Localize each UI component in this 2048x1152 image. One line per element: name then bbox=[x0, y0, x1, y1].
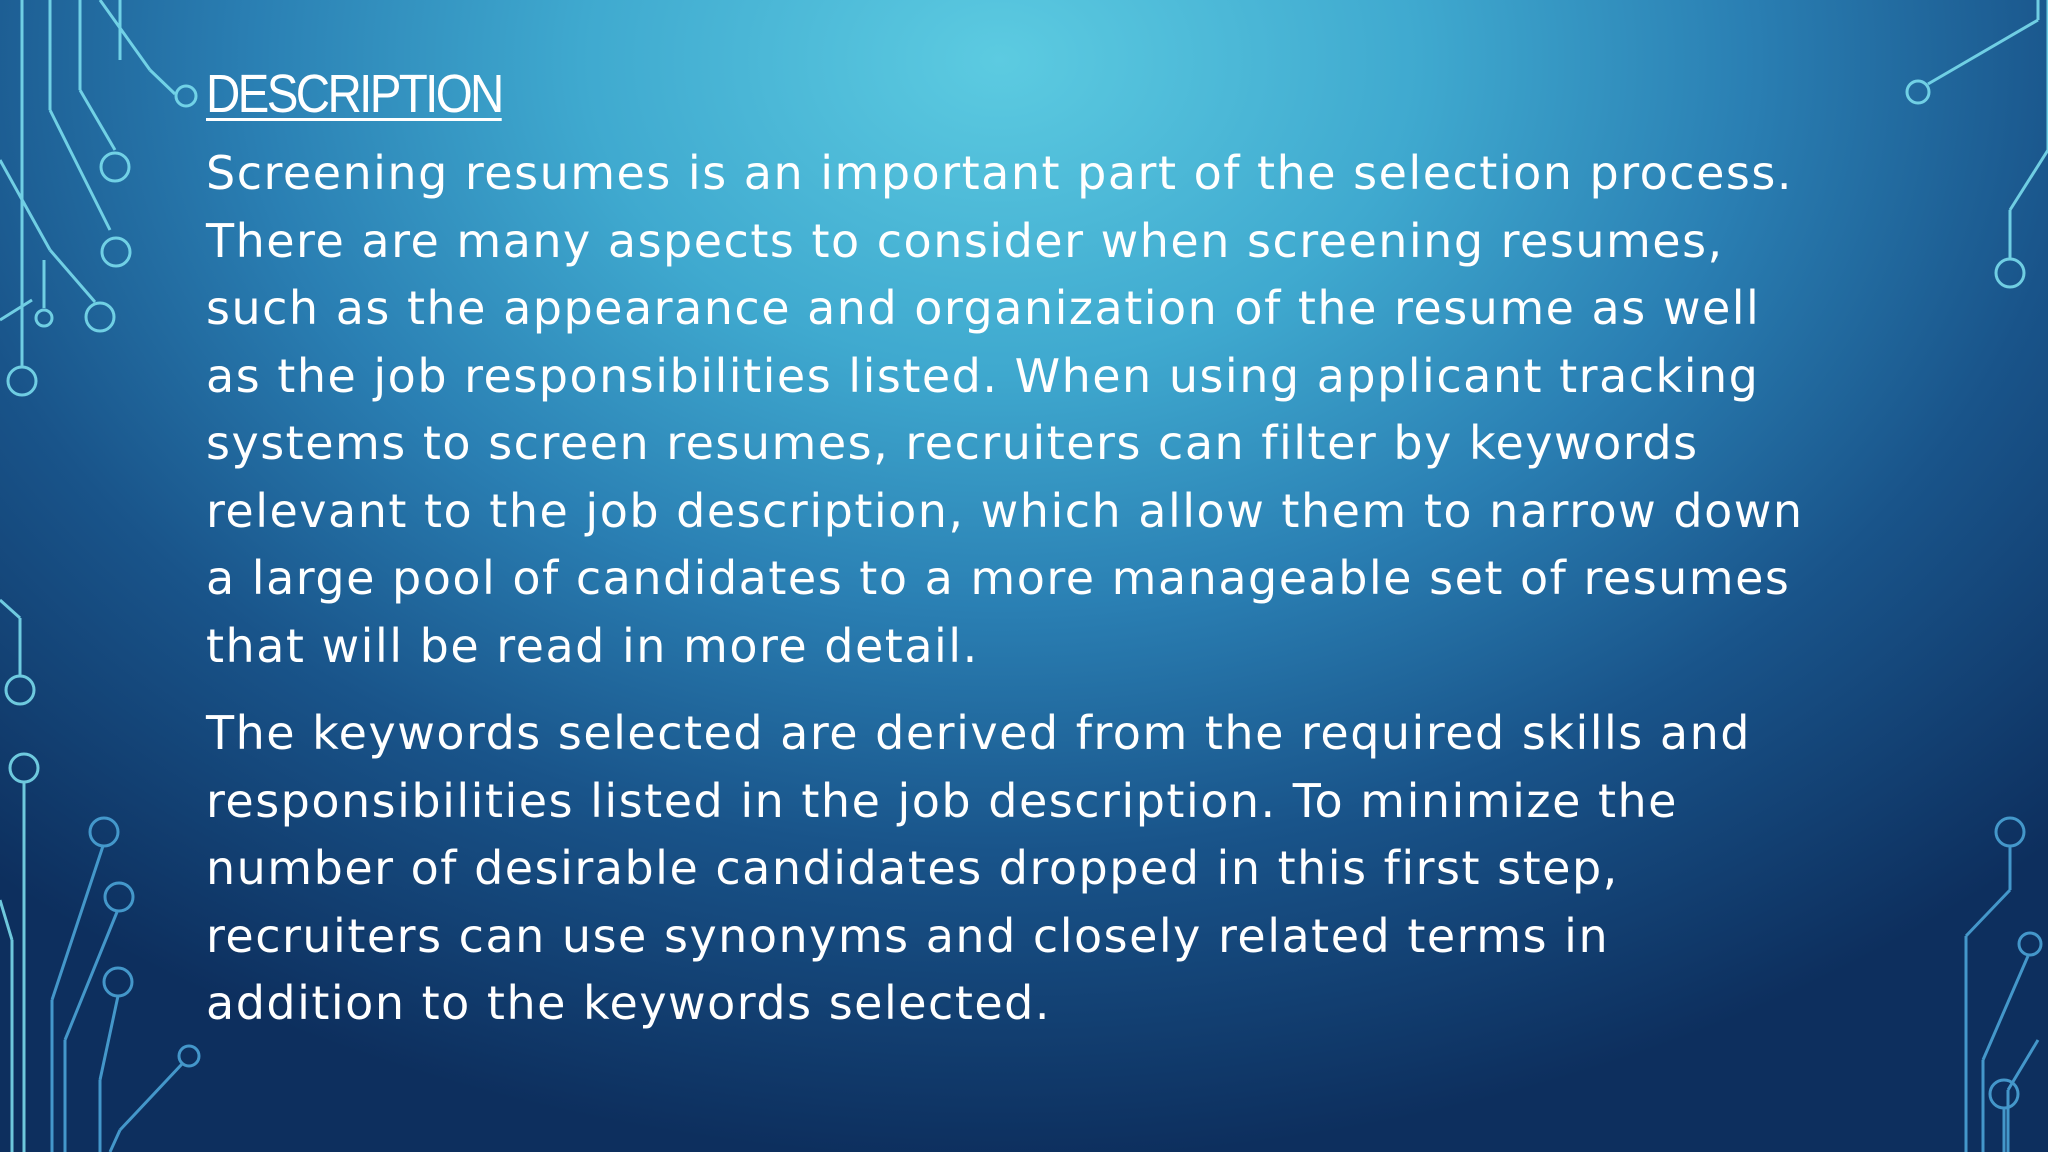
slide-paragraph-1: Screening resumes is an important part of the selection process. There are many aspects to consider when screening resumes, such as the appearance and organization of the resume as well as the job responsibilities listed. When using applicant tracking systems to screen resumes, recruiters can filter by keywords relevant to the job description, which allow them to narrow down a large pool of candidates to a more manageable set of resumes that will be read in more detail. bbox=[206, 146, 1804, 673]
slide-content bbox=[206, 62, 1906, 1038]
slide-paragraph-2: The keywords selected are derived from the required skills and responsibilities listed in the job description. To minimize the number of desirable candidates dropped in this first step, recruiters can use synonyms and closely related terms in addition to the keywords selected. bbox=[206, 706, 1751, 1030]
slide-title: DESCRIPTION bbox=[206, 64, 502, 124]
